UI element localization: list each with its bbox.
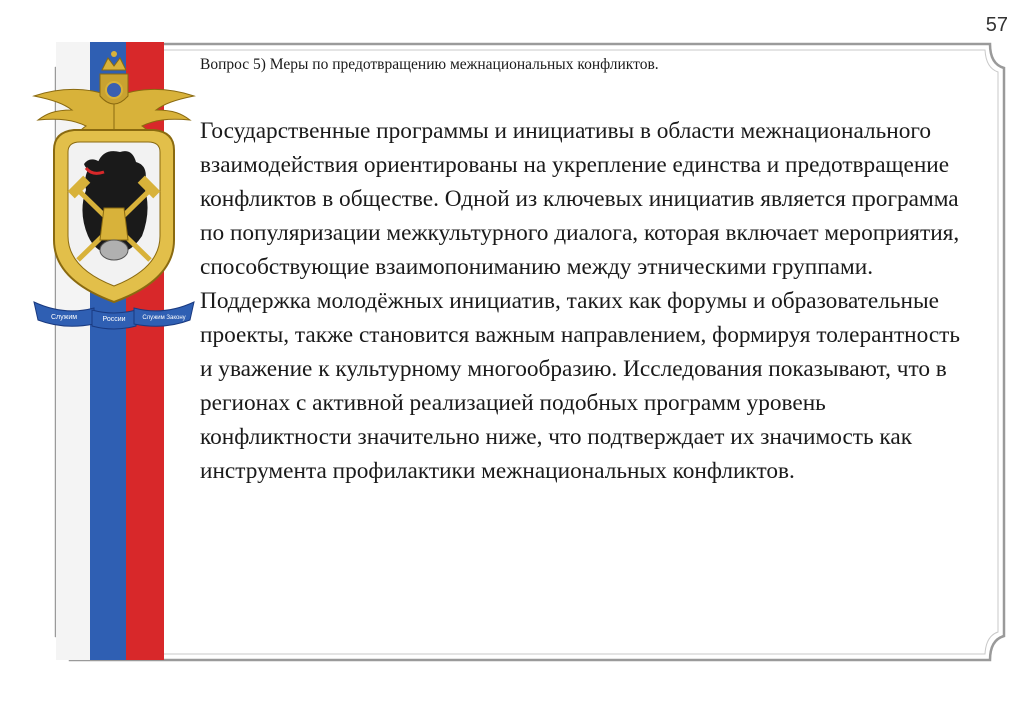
emblem-icon — [24, 40, 204, 340]
body-paragraph: Государственные программы и инициативы в области межнационального взаимодействия ориентированы на укрепление единства и предотвращение конфликтов в обществе. Одной из ключевых инициатив является программа по популяризации межкультурного диалога, которая включает мероприятия, способствующие взаимопониманию между этническими группами. Поддержка молодёжных инициатив, таких как форумы и образовательные проекты, также становится важным направлением, формируя толерантность и уважение к культурному многообразию. Исследования показывают, что в регионах с активной реализацией подобных программ уровень конфликтности значительно ниже, что подтверждает их значимость как инструмента профилактики межнациональных конфликтов. — [200, 118, 960, 484]
page-number: 57 — [985, 14, 1008, 36]
ribbon-text-center: России — [102, 316, 126, 323]
question-heading: Вопрос 5) Меры по предотвращению межнациональных конфликтов. — [200, 56, 659, 73]
ribbon-text-right: Служим Закону — [142, 315, 186, 321]
ribbon-text-left: Служим — [50, 314, 78, 321]
